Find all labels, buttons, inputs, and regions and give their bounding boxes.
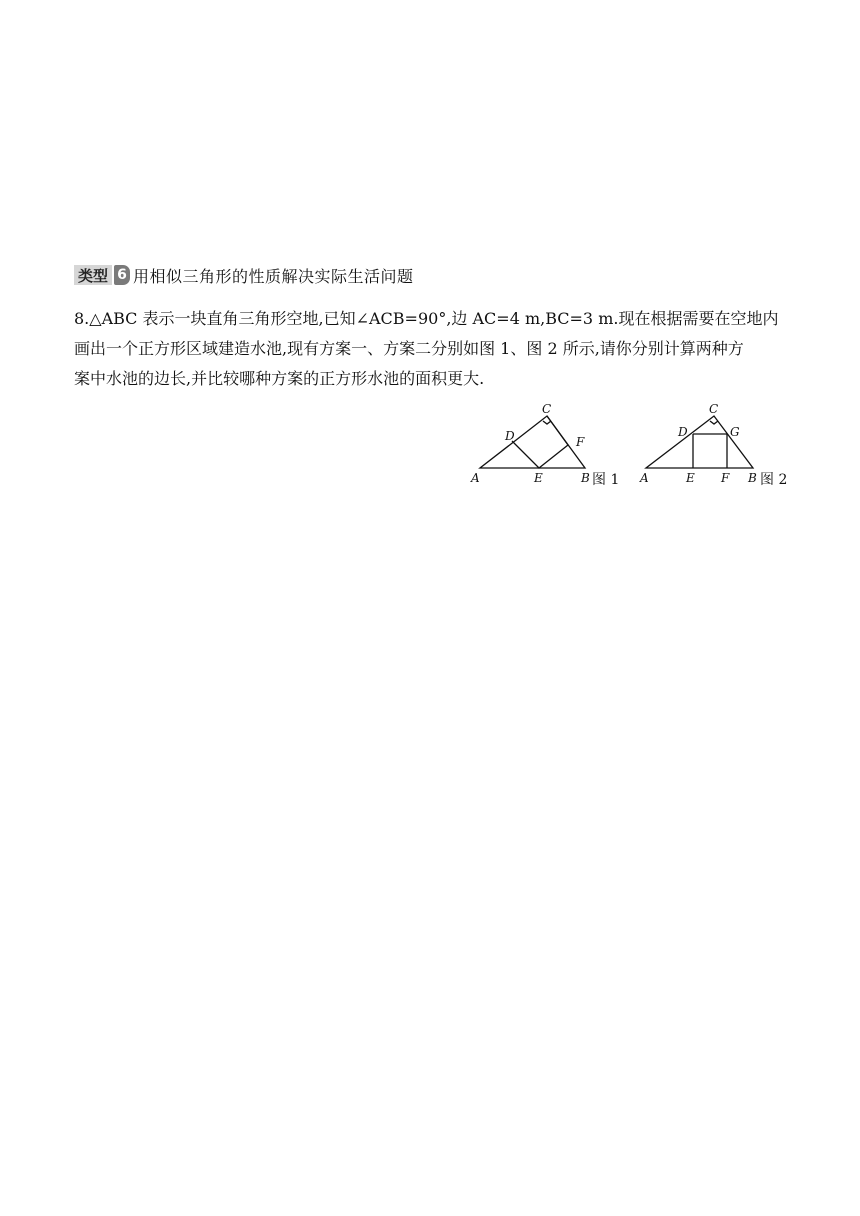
problem-line: 案中水池的边长,并比较哪种方案的正方形水池的面积更大. [74, 369, 485, 388]
label-b: B [581, 471, 590, 485]
label-b: B [748, 471, 757, 485]
triangle-abc-2 [646, 416, 753, 468]
section-header [74, 264, 414, 286]
label-d: D [505, 429, 515, 443]
problem-line: 8.△ABC 表示一块直角三角形空地,已知∠ACB=90°,边 AC=4 m,BC=3 m.现在根据需要在空地内 [74, 309, 779, 328]
figure-1-caption: 图 1 [592, 472, 620, 488]
label-f: F [721, 471, 730, 485]
right-angle-mark-2 [710, 421, 718, 424]
problem-line: 画出一个正方形区域建造水池,现有方案一、方案二分别如图 1、图 2 所示,请你分别计算两种方 [74, 339, 744, 358]
right-angle-mark-1 [543, 421, 551, 424]
label-c: C [709, 402, 719, 416]
label-a: A [471, 471, 480, 485]
figure-2-caption: 图 2 [760, 472, 788, 488]
figures [468, 398, 798, 494]
label-d: D [678, 425, 688, 439]
geometry-figures [468, 398, 798, 490]
label-e: E [534, 471, 543, 485]
triangle-abc-1 [480, 416, 585, 468]
figure-2 [646, 416, 753, 468]
section-type-badge: 类型 [74, 265, 112, 285]
label-c: C [542, 402, 552, 416]
figure-1 [480, 416, 585, 468]
label-e: E [686, 471, 695, 485]
problem-statement [74, 304, 790, 394]
section-number-badge: 6 [114, 265, 130, 285]
figure-2-labels [639, 402, 757, 485]
section-title: 用相似三角形的性质解决实际生活问题 [133, 266, 414, 286]
square-1 [512, 416, 568, 468]
figure-1-labels [470, 402, 590, 485]
label-a: A [640, 471, 649, 485]
label-f: F [576, 435, 585, 449]
label-g: G [730, 425, 740, 439]
